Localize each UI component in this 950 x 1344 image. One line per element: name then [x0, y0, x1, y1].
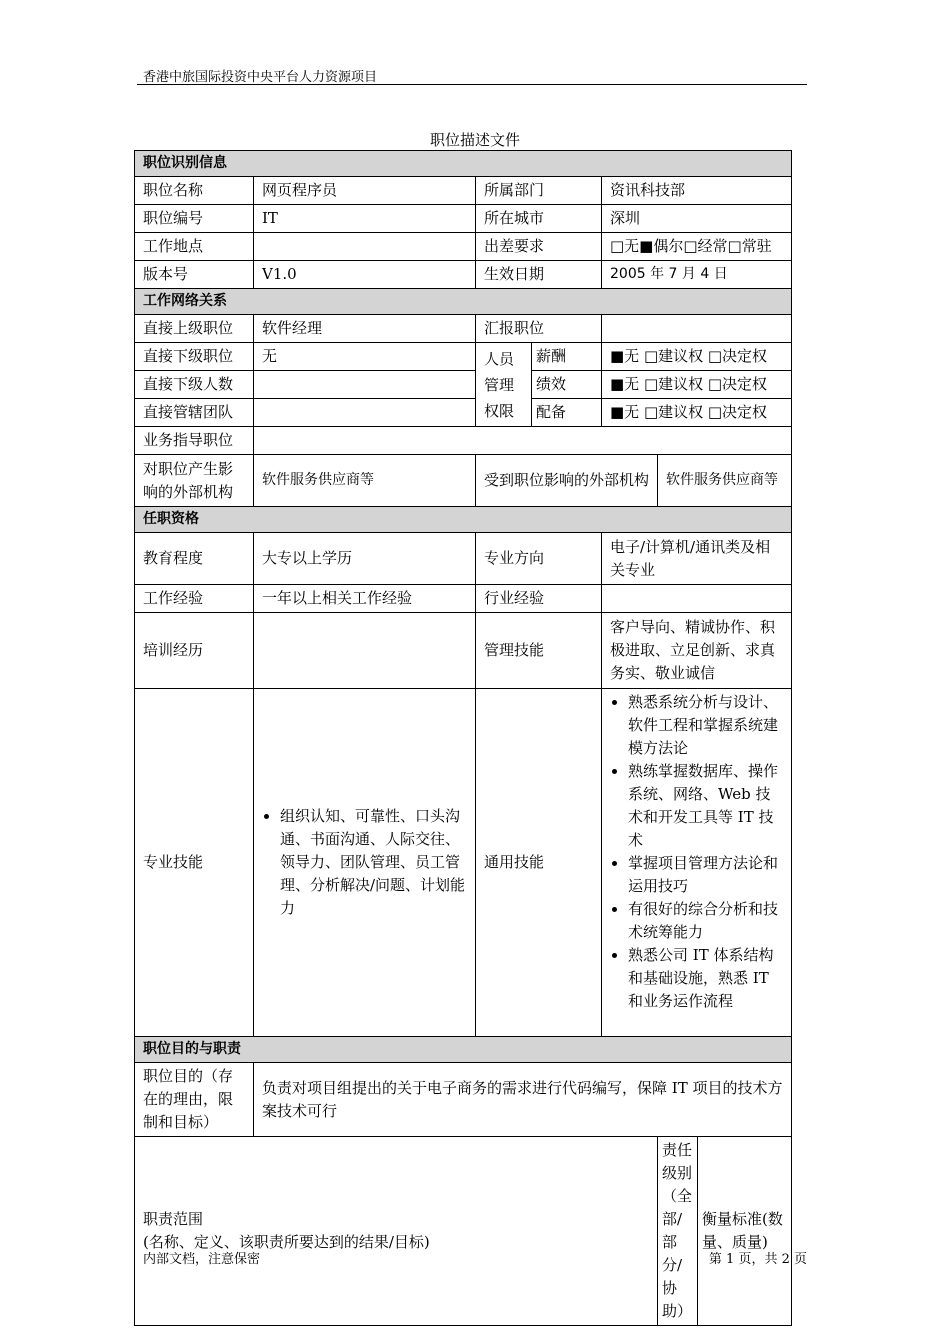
experience-label: 工作经验	[135, 585, 254, 613]
work-location-value	[254, 233, 476, 261]
measure-standard-label: 衡量标准(数量、质量)	[698, 1137, 792, 1326]
travel-label: 出差要求	[476, 233, 602, 261]
salary-authority-value: ■无 □建议权 □决定权	[602, 343, 792, 371]
professional-skills-label: 专业技能	[135, 689, 254, 1037]
salary-label: 薪酬	[532, 343, 602, 371]
general-skill-item: • 掌握项目管理方法论和运用技巧	[628, 852, 783, 898]
general-skill-item: • 熟练掌握数据库、操作系统、网络、Web 技术和开发工具等 IT 技术	[628, 760, 783, 852]
general-skill-item: • 熟悉公司 IT 体系结构和基础设施，熟悉 IT 和业务运作流程	[628, 944, 783, 1013]
responsibility-level-label: 责任级别（全部/部分/协助）	[658, 1137, 698, 1326]
external-affected-value: 软件服务供应商等	[658, 455, 792, 507]
general-skills-label: 通用技能	[476, 689, 602, 1037]
footer-confidential: 内部文档，注意保密	[143, 1252, 261, 1267]
department-value: 资讯科技部	[602, 177, 792, 205]
section-purpose-duties: 职位目的与职责	[135, 1037, 792, 1063]
section-qualifications: 任职资格	[135, 507, 792, 533]
team-value	[254, 399, 476, 427]
allocation-label: 配备	[532, 399, 602, 427]
performance-authority-value: ■无 □建议权 □决定权	[602, 371, 792, 399]
header-text: 香港中旅国际投资中央平台人力资源项目	[143, 70, 378, 85]
subordinate-value: 无	[254, 343, 476, 371]
work-location-label: 工作地点	[135, 233, 254, 261]
subordinate-label: 直接下级职位	[135, 343, 254, 371]
job-description-table	[134, 150, 792, 1326]
education-label: 教育程度	[135, 533, 254, 585]
report-value	[602, 315, 792, 343]
training-value	[254, 613, 476, 689]
superior-value: 软件经理	[254, 315, 476, 343]
section-network: 工作网络关系	[135, 289, 792, 315]
education-value: 大专以上学历	[254, 533, 476, 585]
position-name-label: 职位名称	[135, 177, 254, 205]
general-skill-item: • 熟悉系统分析与设计、软件工程和掌握系统建模方法论	[628, 691, 783, 760]
external-affected-label: 受到职位影响的外部机构	[476, 455, 658, 507]
scope-label	[135, 1137, 658, 1326]
allocation-authority-value: ■无 □建议权 □决定权	[602, 399, 792, 427]
authority-label-line-1: 人员	[484, 349, 515, 368]
management-skills-value: 客户导向、精诚协作、积极进取、立足创新、求真务实、敬业诚信	[602, 613, 792, 689]
purpose-value: 负责对项目组提出的关于电子商务的需求进行代码编写，保障 IT 项目的技术方案技术可行	[254, 1063, 792, 1137]
authority-label-line-2: 管理	[484, 375, 515, 394]
team-label: 直接管辖团队	[135, 399, 254, 427]
position-code-label: 职位编号	[135, 205, 254, 233]
effective-date-value: 2005 年 7 月 4 日	[602, 261, 792, 289]
header-rule	[137, 84, 807, 85]
position-code-value: IT	[254, 205, 476, 233]
purpose-label: 职位目的（存在的理由，限制和目标）	[135, 1063, 254, 1137]
guidance-value	[254, 427, 792, 455]
report-label: 汇报职位	[476, 315, 602, 343]
city-value: 深圳	[602, 205, 792, 233]
major-value: 电子/计算机/通讯类及相关专业	[602, 533, 792, 585]
authority-label-line-3: 权限	[484, 401, 515, 420]
general-skill-item: • 有很好的综合分析和技术统筹能力	[628, 898, 783, 944]
external-affecting-label: 对职位产生影响的外部机构	[135, 455, 254, 507]
training-label: 培训经历	[135, 613, 254, 689]
superior-label: 直接上级职位	[135, 315, 254, 343]
subordinate-count-value	[254, 371, 476, 399]
scope-subtitle: (名称、定义、该职责所要达到的结果/目标)	[143, 1233, 430, 1251]
experience-value: 一年以上相关工作经验	[254, 585, 476, 613]
industry-label: 行业经验	[476, 585, 602, 613]
document-title: 职位描述文件	[429, 131, 520, 149]
professional-skill-item: • 组织认知、可靠性、口头沟通、书面沟通、人际交往、领导力、团队管理、员工管理、分析解决/问题、计划能力	[280, 805, 467, 920]
city-label: 所在城市	[476, 205, 602, 233]
version-label: 版本号	[135, 261, 254, 289]
section-identification: 职位识别信息	[135, 151, 792, 177]
guidance-label: 业务指导职位	[135, 427, 254, 455]
external-affecting-value: 软件服务供应商等	[254, 455, 476, 507]
footer-page-number: 第 1 页，共 2 页	[708, 1252, 807, 1267]
effective-date-label: 生效日期	[476, 261, 602, 289]
authority-label	[476, 343, 532, 427]
major-label: 专业方向	[476, 533, 602, 585]
department-label: 所属部门	[476, 177, 602, 205]
performance-label: 绩效	[532, 371, 602, 399]
position-name-value: 网页程序员	[254, 177, 476, 205]
professional-skills-value	[254, 689, 476, 1037]
subordinate-count-label: 直接下级人数	[135, 371, 254, 399]
scope-title: 职责范围	[143, 1210, 204, 1228]
general-skills-value	[602, 689, 792, 1037]
version-value: V1.0	[254, 261, 476, 289]
industry-value	[602, 585, 792, 613]
travel-value: □无■偶尔□经常□常驻	[602, 233, 792, 261]
management-skills-label: 管理技能	[476, 613, 602, 689]
